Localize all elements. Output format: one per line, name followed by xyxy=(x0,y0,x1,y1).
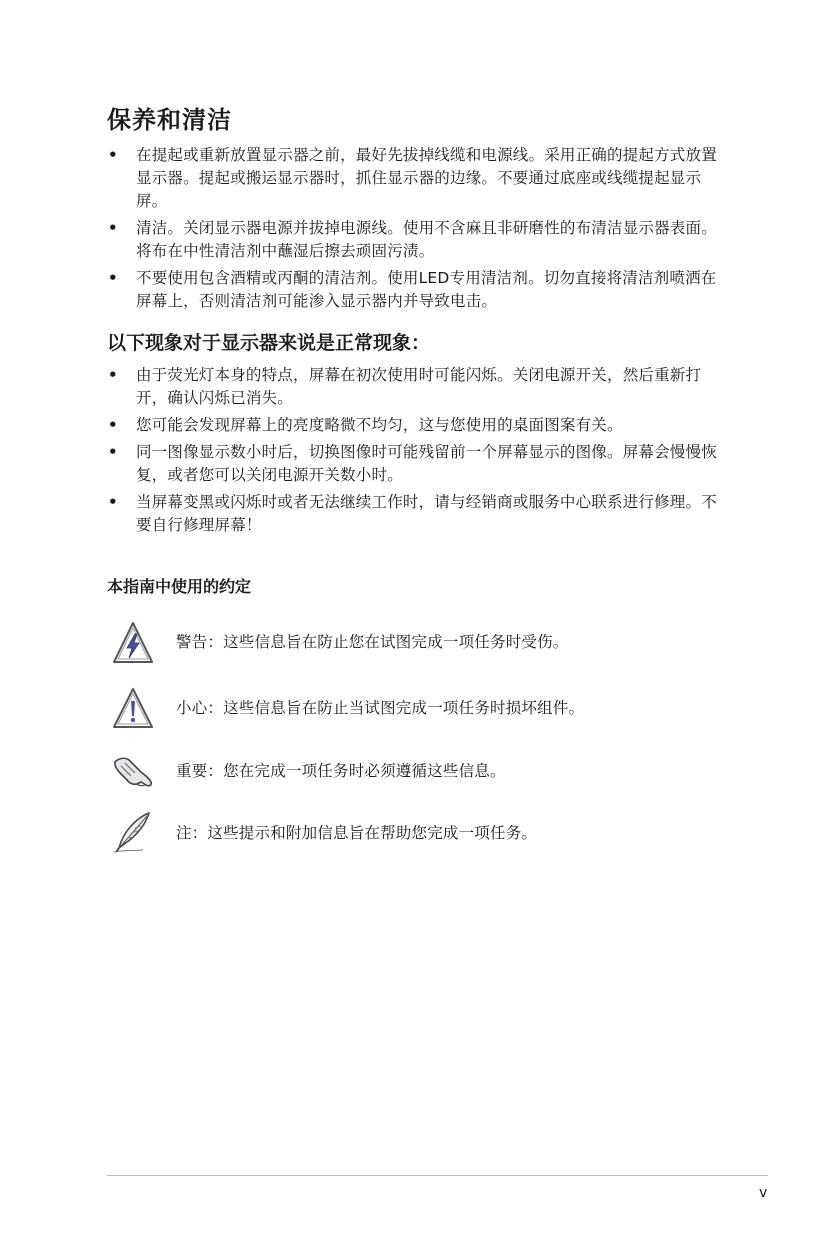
list-item: • 您可能会发现屏幕上的亮度略微不均匀，这与您使用的桌面图案有关。 xyxy=(107,414,729,437)
bullet: • xyxy=(108,366,118,384)
care-list xyxy=(107,144,729,317)
convention-text: 小心：这些信息旨在防止当试图完成一项任务时损坏组件。 xyxy=(176,699,585,717)
convention-note xyxy=(107,810,727,860)
footer-divider xyxy=(107,1175,768,1176)
bullet: • xyxy=(108,416,118,434)
list-item: • 由于荧光灯本身的特点，屏幕在初次使用时可能闪烁。关闭电源开关，然后重新打开，确认闪烁已消失。 xyxy=(108,366,702,407)
convention-text: 注：这些提示和附加信息旨在帮助您完成一项任务。 xyxy=(176,824,538,842)
list-item: • 在提起或重新放置显示器之前，最好先拔掉线缆和电源线。采用正确的提起方式放置显示器。提起或搬运显示器时，抓住显示器的边缘。不要通过底座或线缆提起显示屏。 xyxy=(108,146,717,210)
bullet: • xyxy=(108,219,118,237)
important-pointing-hand-icon xyxy=(111,752,155,798)
page-number: v xyxy=(759,1185,768,1201)
conventions-title: 本指南中使用的约定 xyxy=(107,577,252,596)
normal-list xyxy=(107,364,729,541)
bullet: • xyxy=(108,443,118,461)
list-item: • 当屏幕变黑或闪烁时或者无法继续工作时，请与经销商或服务中心联系进行修理。不要自行修理屏幕！ xyxy=(108,493,717,534)
convention-text: 重要：您在完成一项任务时必须遵循这些信息。 xyxy=(176,762,506,780)
list-item: • 同一图像显示数小时后，切换图像时可能残留前一个屏幕显示的图像。屏幕会慢慢恢复，或者您可以关闭电源开关数小时。 xyxy=(108,443,717,484)
bullet: • xyxy=(108,146,118,164)
bullet: • xyxy=(108,269,118,287)
normal-title: 以下现象对于显示器来说是正常现象： xyxy=(107,332,431,354)
caution-exclamation-icon xyxy=(111,686,155,732)
care-title: 保养和清洁 xyxy=(107,106,232,134)
warning-lightning-icon xyxy=(111,620,155,666)
convention-warning xyxy=(107,620,727,670)
list-item: • 清洁。关闭显示器电源并拔掉电源线。使用不含麻且非研磨性的布清洁显示器表面。将布在中性清洁剂中蘸湿后擦去顽固污渍。 xyxy=(108,219,717,260)
convention-important xyxy=(107,752,727,802)
note-quill-icon xyxy=(111,810,155,856)
convention-caution xyxy=(107,686,727,736)
bullet: • xyxy=(108,493,118,511)
list-item: • 不要使用包含酒精或丙酮的清洁剂。使用LED专用清洁剂。切勿直接将清洁剂喷洒在屏幕上，否则清洁剂可能渗入显示器内并导致电击。 xyxy=(108,269,717,310)
convention-text: 警告：这些信息旨在防止您在试图完成一项任务时受伤。 xyxy=(176,633,569,651)
